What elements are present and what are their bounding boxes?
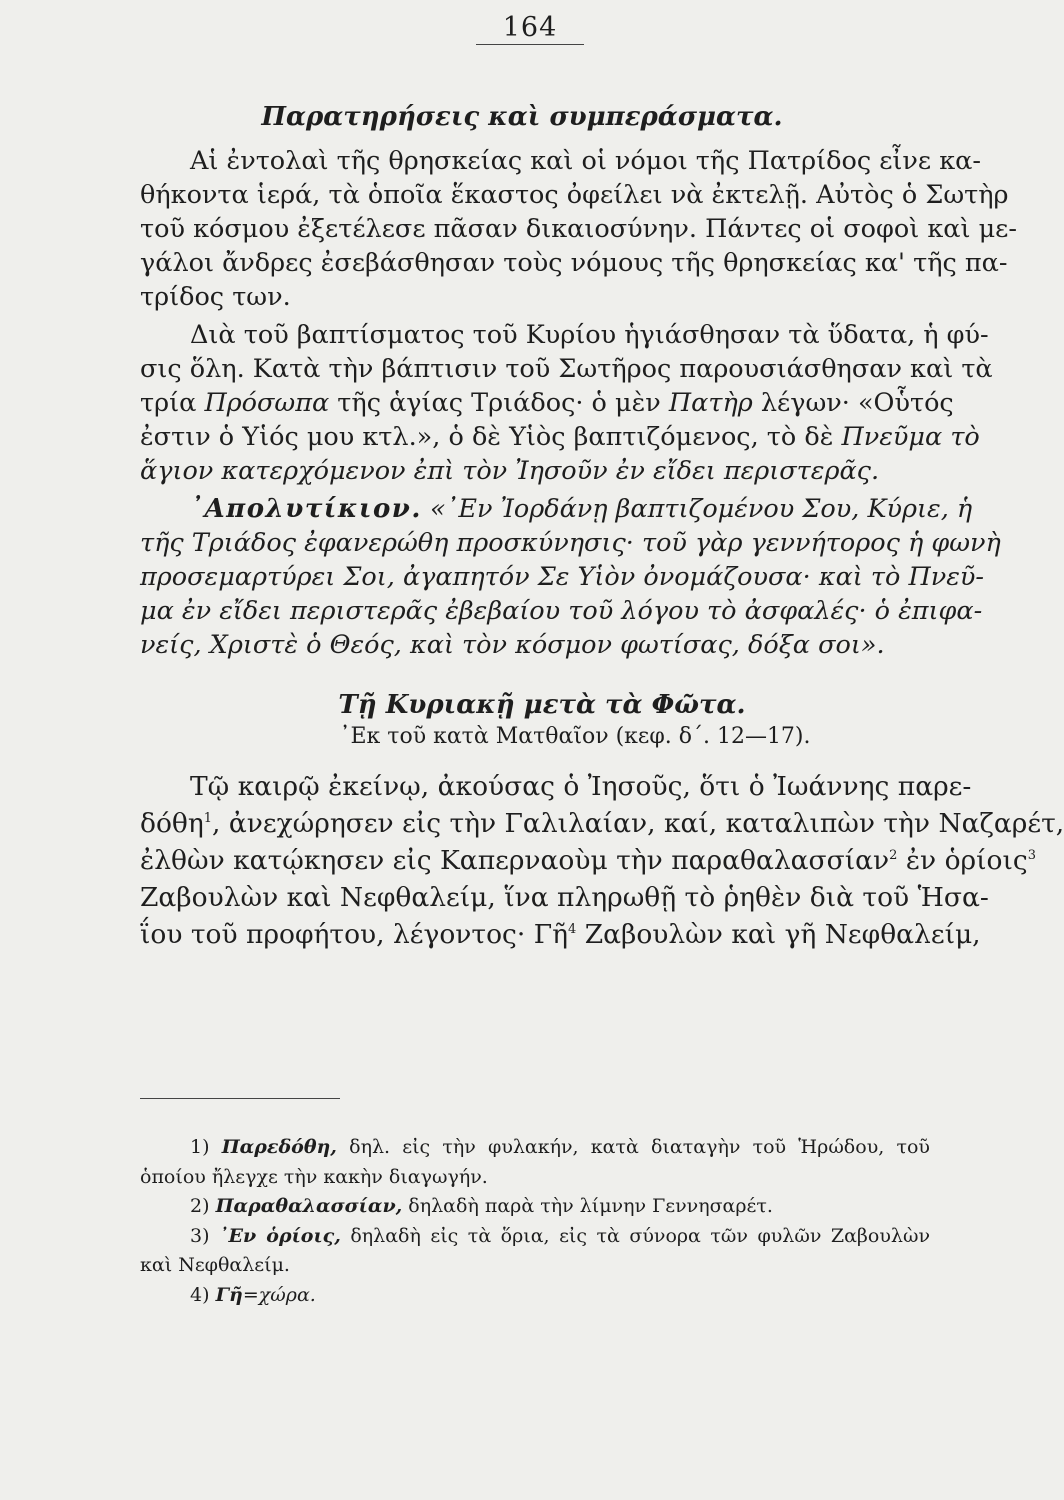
text-run: , ἀνεχώρησεν εἰς τὴν Γαλιλαίαν, καί, καταλιπὼν τὴν Ναζαρέτ,	[212, 808, 1064, 839]
footnote-text: δηλαδὴ παρὰ τὴν λίμνην Γεννησαρέτ.	[402, 1195, 773, 1217]
paragraph-baptism	[140, 318, 993, 488]
text-run: Ζαβουλὼν καὶ γῆ Νεφθαλείμ,	[576, 919, 981, 950]
footnote-term: Παραθαλασσίαν,	[215, 1195, 403, 1217]
paragraph-apolytikion	[140, 492, 1001, 662]
text-run: ἐστιν ὁ Υἱός μου κτλ.», ὁ δὲ Υἱὸς βαπτιζόμενος, τὸ δὲ	[140, 422, 842, 452]
text-line: σις ὅλη. Κατὰ τὴν βάπτισιν τοῦ Σωτῆρος παρουσιάσθησαν καὶ τὰ	[140, 354, 993, 384]
text-line: προσεμαρτύρει Σοι, ἀγαπητόν Σε Υἱὸν ὀνομάζουσα· καὶ τὸ Πνεῦ-	[140, 562, 985, 592]
text-line	[140, 492, 973, 526]
text-line	[140, 916, 981, 953]
section-heading-sunday: Τῇ Κυριακῇ μετὰ τὰ Φῶτα.	[338, 690, 746, 720]
text-line: μα ἐν εἴδει περιστερᾶς ἐβεβαίου τοῦ λόγου τὸ ἀσφαλές· ὁ ἐπιφα-	[140, 596, 983, 626]
gospel-source: ᾿Εκ τοῦ κατὰ Ματθαῖον (κεφ. δ΄. 12—17).	[339, 724, 811, 749]
footnote-ref: 3	[1027, 848, 1036, 864]
text-line: τοῦ κόσμου ἐξετέλεσε πᾶσαν δικαιοσύνην. Πάντες οἱ σοφοὶ καὶ με-	[140, 214, 1017, 244]
footnote-4	[140, 1281, 930, 1311]
section-heading-observations: Παρατηρήσεις καὶ συμπεράσματα.	[261, 102, 783, 132]
text-line	[140, 805, 1064, 842]
footnote-text: δηλ. εἰς τὴν φυλακήν, κατὰ διαταγὴν τοῦ Ἡρώδου, τοῦ	[336, 1136, 930, 1158]
main-text	[140, 100, 1064, 953]
text-run: ΐου τοῦ προφήτου, λέγοντος· Γῆ	[140, 919, 568, 950]
footnote-rule	[140, 1098, 340, 1099]
footnote-number: 1)	[190, 1136, 210, 1158]
text-line: Ζαβουλὼν καὶ Νεφθαλείμ, ἵνα πληρωθῇ τὸ ῥηθὲν διὰ τοῦ Ἡσα-	[140, 882, 989, 913]
footnote-ref: 1	[203, 811, 213, 827]
text-run: ἐλθὼν κατῴκησεν εἰς Καπερναοὺμ τὴν παραθαλασσίαν	[140, 845, 890, 876]
text-run: λέγων· «Οὗτός	[752, 388, 954, 418]
emphasis-prosopa: Πρόσωπα	[204, 388, 330, 418]
footnote-term: Γῆ	[215, 1283, 243, 1306]
text-line: Τῷ καιρῷ ἐκείνῳ, ἀκούσας ὁ Ἰησοῦς, ὅτι ὁ Ἰωάννης παρε-	[190, 771, 972, 802]
footnote-term: ᾿Εν ὁρίοις,	[219, 1224, 341, 1247]
footnote-1	[140, 1133, 930, 1163]
text-line: γάλοι ἄνδρες ἐσεβάσθησαν τοὺς νόμους τῆς θρησκείας κα' τῆς πα-	[140, 248, 1008, 278]
footnote-ref: 2	[889, 848, 898, 864]
footnote-text: =χώρα.	[242, 1283, 316, 1306]
text-line: θήκοντα ἱερά, τὰ ὁποῖα ἕκαστος ὀφείλει νὰ ἐκτελῇ. Αὐτὸς ὁ Σωτὴρ	[140, 180, 1009, 210]
text-line: τρίδος των.	[140, 282, 291, 312]
text-run: «᾿Εν Ἰορδάνῃ βαπτιζομένου Σου, Κύριε, ἡ	[421, 494, 973, 524]
text-line	[140, 420, 980, 454]
footnote-2	[140, 1192, 930, 1222]
text-line: Αἱ ἐντολαὶ τῆς θρησκείας καὶ οἱ νόμοι τῆς Πατρίδος εἶνε κα-	[190, 146, 982, 176]
text-line	[140, 386, 954, 420]
text-line	[140, 842, 1036, 879]
footnote-term: Παρεδόθη,	[221, 1136, 337, 1158]
footnote-3-continued: καὶ Νεφθαλείμ.	[140, 1254, 290, 1276]
footnote-ref: 4	[567, 922, 577, 938]
text-run: δόθη	[140, 808, 204, 839]
footnote-3	[140, 1222, 930, 1252]
emphasis-pater: Πατὴρ	[668, 388, 753, 418]
page-number: 164	[502, 12, 558, 43]
text-line: Διὰ τοῦ βαπτίσματος τοῦ Κυρίου ἡγιάσθησαν τὰ ὕδατα, ἡ φύ-	[190, 320, 989, 350]
footnote-number: 2)	[190, 1195, 210, 1217]
text-line: ἅγιον κατερχόμενον ἐπὶ τὸν Ἰησοῦν ἐν εἴδει περιστερᾶς.	[140, 456, 880, 486]
text-run: τρία	[140, 388, 205, 418]
footnote-number: 4)	[190, 1283, 210, 1306]
paragraph-observations	[140, 144, 1017, 314]
apolytikion-label: ᾿Απολυτίκιον.	[190, 494, 422, 524]
paragraph-gospel	[140, 768, 1064, 953]
page-number-rule	[476, 44, 584, 45]
text-line: τῆς Τριάδος ἐφανερώθη προσκύνησις· τοῦ γὰρ γεννήτορος ἡ φωνὴ	[140, 528, 1001, 558]
text-run: ἐν ὁρίοις	[897, 845, 1028, 876]
footnote-number: 3)	[190, 1224, 210, 1247]
footnotes	[140, 1133, 930, 1310]
footnote-text: δηλαδὴ εἰς τὰ ὅρια, εἰς τὰ σύνορα τῶν φυλῶν Ζαβουλὼν	[340, 1224, 930, 1247]
emphasis-pneuma: Πνεῦμα τὸ	[841, 422, 980, 452]
footnote-1-continued: ὁποίου ἤλεγχε τὴν κακὴν διαγωγήν.	[140, 1165, 488, 1188]
text-line: νείς, Χριστὲ ὁ Θεός, καὶ τὸν κόσμον φωτίσας, δόξα σοι».	[140, 630, 885, 660]
text-run: τῆς ἁγίας Τριάδος· ὁ μὲν	[329, 388, 669, 418]
